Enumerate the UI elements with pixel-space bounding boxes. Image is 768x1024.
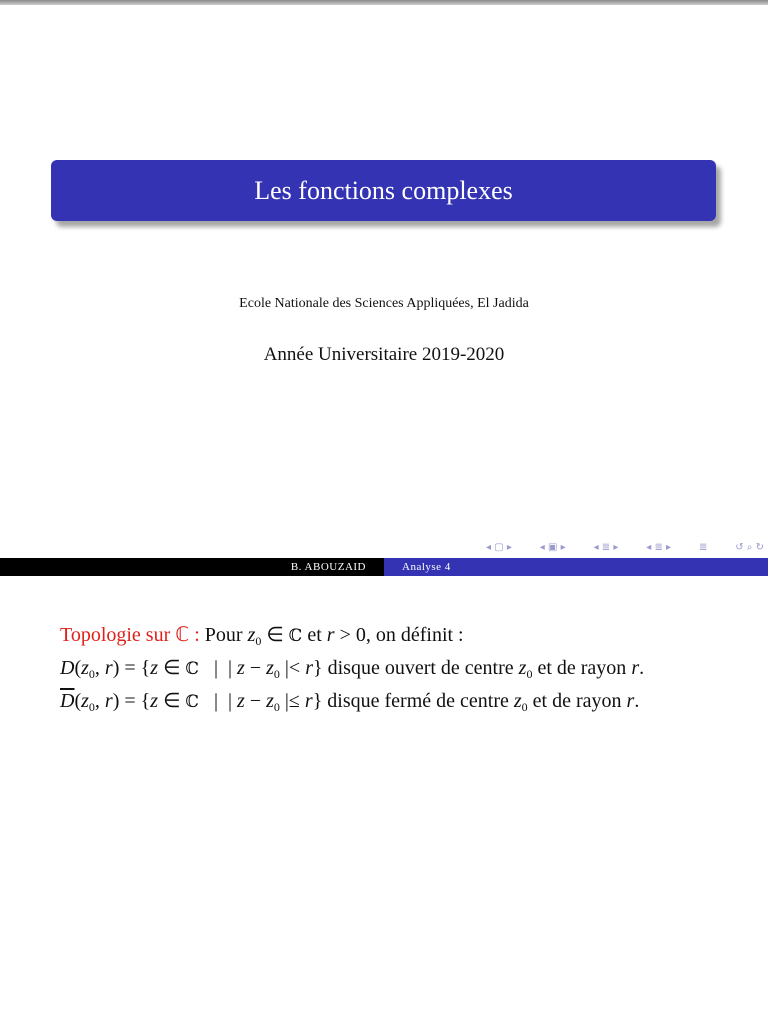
closed-disk-definition: $\overline{D}(z_0$, r) = {z ∈ ℂ | | $z - z_0$ |≤ r} disque fermé de centre $z_0$ et de rayon r.: [60, 690, 640, 714]
nav-frame-icon[interactable]: ◂ ▢ ▸: [486, 541, 512, 553]
beamer-navigation: [486, 540, 764, 554]
slide-footer: [0, 558, 768, 576]
intro-mid: et: [307, 624, 322, 646]
academic-year: Année Universitaire 2019-2020: [263, 344, 505, 365]
closed-disk-desc: disque fermé de centre: [327, 690, 509, 712]
radius-word-2: rayon: [575, 690, 622, 712]
top-rule: [0, 0, 768, 5]
and-of-1: et de: [537, 657, 576, 679]
nav-section-icon[interactable]: ◂ ≣ ▸: [593, 541, 619, 553]
nav-search-icon[interactable]: ↺ ⌕ ↻: [735, 541, 764, 553]
institution: Ecole Nationale des Sciences Appliquées, El Jadida: [239, 296, 529, 311]
footer-author: B. ABOUZAID: [0, 558, 384, 576]
definition-intro: Topologie sur ℂ : Pour $z_0$ ∈ ℂ et r > 0, on définit :: [60, 624, 464, 648]
nav-subsection-icon[interactable]: ◂ ▣ ▸: [539, 541, 566, 553]
nav-section-icon[interactable]: ◂ ≣ ▸: [646, 541, 672, 553]
slide-title: Les fonctions complexes: [254, 175, 513, 205]
slide-content: [60, 622, 710, 721]
radius-word-1: rayon: [580, 657, 627, 679]
nav-align-icon[interactable]: ≣: [698, 541, 708, 553]
topology-heading: Topologie sur ℂ :: [60, 624, 200, 646]
open-disk-desc: disque ouvert de centre: [327, 657, 514, 679]
intro-pre: Pour: [204, 624, 243, 646]
intro-post: , on définit :: [365, 624, 464, 646]
slide-title-box: [51, 160, 716, 221]
footer-course: Analyse 4: [384, 558, 768, 576]
open-disk-definition: $D(z_0$, r) = {z ∈ ℂ | | $z - z_0$ |< r} disque ouvert de centre $z_0$ et de rayon r.: [60, 657, 645, 681]
and-of-2: et de: [532, 690, 571, 712]
